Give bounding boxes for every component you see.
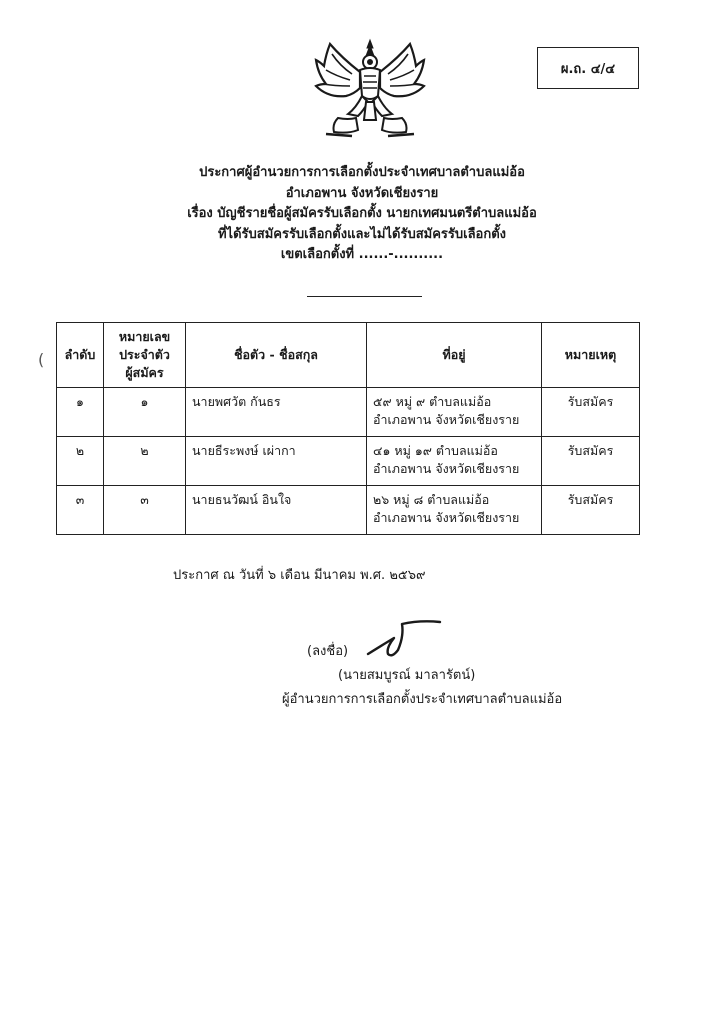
col-remark-header: หมายเหตุ	[542, 323, 640, 388]
sign-label: (ลงชื่อ)	[307, 644, 349, 659]
handwritten-signature-icon	[364, 614, 444, 660]
table-row	[57, 486, 640, 535]
row-remark: รับสมัคร	[542, 437, 640, 486]
row-number: ๓	[104, 486, 186, 535]
margin-mark: (	[38, 350, 45, 369]
col-number-header: หมายเลข ประจำตัว ผู้สมัคร	[104, 323, 186, 388]
form-code-box	[537, 47, 639, 89]
row-name: นายพศวัต กันธร	[186, 388, 367, 437]
announcement-date: ประกาศ ณ วันที่ ๖ เดือน มีนาคม พ.ศ. ๒๕๖๙	[173, 568, 426, 583]
row-address: ๔๑ หมู่ ๑๙ ตำบลแม่อ้อ อำเภอพาน จังหวัดเชียงราย	[367, 437, 542, 486]
header-divider	[307, 296, 422, 297]
col-address-header: ที่อยู่	[367, 323, 542, 388]
header-line-3: เรื่อง บัญชีรายชื่อผู้สมัครรับเลือกตั้ง นายกเทศมนตรีตำบลแม่อ้อ	[187, 206, 537, 221]
col-name-header: ชื่อตัว - ชื่อสกุล	[186, 323, 367, 388]
header-line-2: อำเภอพาน จังหวัดเชียงราย	[285, 185, 439, 201]
candidate-table	[56, 322, 640, 535]
row-number: ๑	[104, 388, 186, 437]
row-number: ๒	[104, 437, 186, 486]
signer-title: ผู้อำนวยการการเลือกตั้งประจำเทศบาลตำบลแม่อ้อ	[282, 692, 563, 707]
table-header-row	[57, 323, 640, 388]
row-name: นายธนวัฒน์ อินใจ	[186, 486, 367, 535]
signer-name: (นายสมบูรณ์ มาลารัตน์)	[338, 668, 476, 683]
row-order: ๒	[57, 437, 104, 486]
col-order-header: ลำดับ	[57, 323, 104, 388]
header-line-4: ที่ได้รับสมัครรับเลือกตั้งและไม่ได้รับสมัครรับเลือกตั้ง	[217, 226, 507, 242]
row-name: นายธีระพงษ์ เผ่ากา	[186, 437, 367, 486]
form-code: ผ.ถ. ๔/๔	[560, 61, 616, 77]
garuda-emblem-icon	[312, 38, 428, 142]
table-row	[57, 388, 640, 437]
header-line-1: ประกาศผู้อำนวยการการเลือกตั้งประจำเทศบาลตำบลแม่อ้อ	[199, 165, 525, 180]
row-remark: รับสมัคร	[542, 486, 640, 535]
header-line-5: เขตเลือกตั้งที่ ......-..........	[280, 247, 444, 262]
table-row	[57, 437, 640, 486]
announcement-header	[120, 163, 604, 266]
row-order: ๓	[57, 486, 104, 535]
row-address: ๒๖ หมู่ ๘ ตำบลแม่อ้อ อำเภอพาน จังหวัดเชียงราย	[367, 486, 542, 535]
row-remark: รับสมัคร	[542, 388, 640, 437]
row-order: ๑	[57, 388, 104, 437]
row-address: ๕๙ หมู่ ๙ ตำบลแม่อ้อ อำเภอพาน จังหวัดเชียงราย	[367, 388, 542, 437]
